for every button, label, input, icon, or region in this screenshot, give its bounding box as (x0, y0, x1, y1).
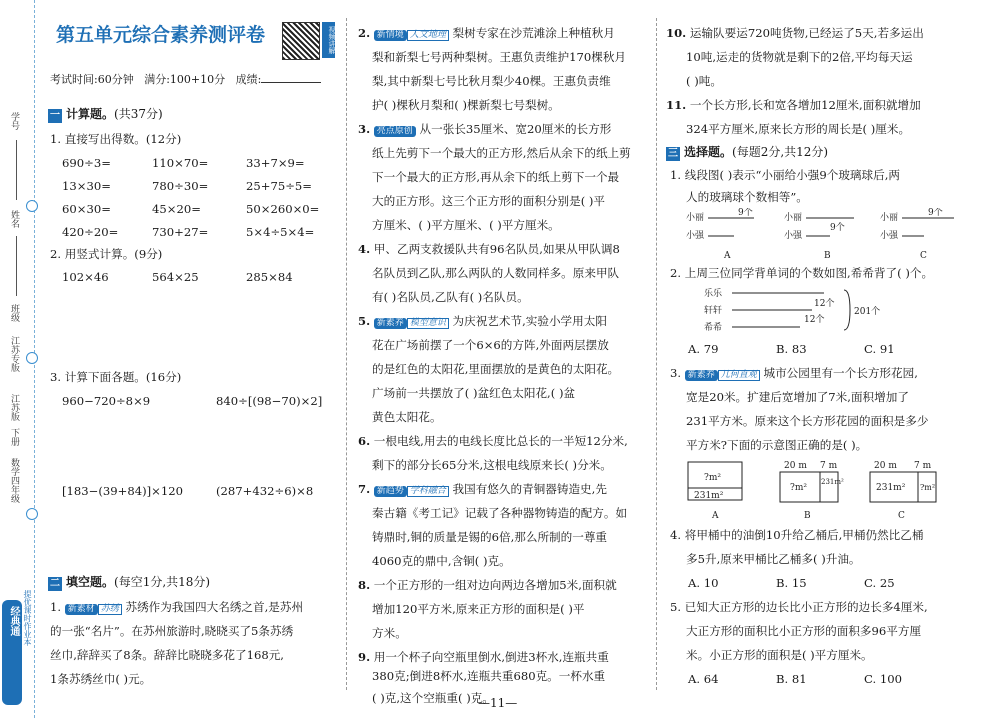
version-label: 江苏版 (9, 394, 19, 421)
question-text: 秦古籍《考工记》记载了各种器物铸造的配方。如 (372, 506, 628, 520)
section-points: (每空1分,共18分) (114, 575, 211, 589)
calc-item: 780÷30= (152, 179, 209, 193)
tag-badge: 新素养 (374, 318, 407, 329)
question-label: 2. 用竖式计算。(9分) (50, 247, 163, 261)
label-xiaoqiang: 小强 (880, 231, 899, 241)
label-area: 231m² (876, 483, 906, 493)
question-text: 下一个最大的正方形,再从余下的纸上剪下一个最 (372, 170, 620, 184)
column-divider (656, 18, 657, 690)
question-text: 方厘米、( )平方厘米、( )平方厘米。 (372, 218, 560, 232)
calc-item: 33+7×9= (246, 156, 305, 170)
volume-label: 下册 (9, 428, 19, 446)
option-b-label: B (804, 511, 811, 521)
question-text: 的一张“名片”。在苏州旅游时,晓晓买了5条苏绣 (50, 624, 294, 638)
label-xiaoqiang: 小强 (686, 231, 705, 241)
question-text: 大正方形的面积比小正方形的面积多96平方厘 (686, 624, 922, 638)
question-text: 我国有悠久的青铜器铸造史,先 (452, 482, 607, 496)
label-nine: 9个 (738, 208, 753, 218)
write-line (16, 236, 17, 296)
label-unknown: ?m² (790, 483, 807, 493)
question-text: 梨和新梨七号两种梨树。王惠负责维护170棵秋月 (372, 50, 627, 64)
label-total: 201个 (854, 307, 881, 317)
question-text: 名队员到乙队,那么两队的人数同样多。原来甲队 (372, 266, 620, 280)
line-diagram-options (684, 208, 974, 262)
calc-item: 960−720÷8×9 (62, 394, 151, 408)
option-b[interactable]: B. 81 (776, 672, 807, 686)
calc-item: 13×30= (62, 179, 111, 193)
calc-item: 285×84 (246, 270, 293, 284)
page-number: —11— (478, 696, 518, 710)
question-number: 4. (358, 242, 371, 256)
section-number: 二 (50, 578, 60, 589)
question-text: 231平方米。原来这个长方形花园的面积是多少 (686, 414, 929, 428)
column-divider (346, 18, 347, 690)
question-number: 9. (358, 650, 371, 664)
question-number: 2. (358, 26, 371, 40)
question-text: 护( )棵秋月梨和( )棵新梨七号梨树。 (372, 98, 560, 112)
question-label: 3. 计算下面各题。(16分) (50, 370, 182, 384)
option-c[interactable]: C. 25 (864, 576, 895, 590)
label-xiaoli: 小丽 (880, 213, 899, 223)
write-line (16, 140, 17, 200)
option-b-label: B (824, 251, 831, 261)
label-twelve: 12个 (814, 299, 835, 309)
punch-hole (26, 508, 38, 520)
question-text: 从一张长35厘米、宽20厘米的长方形 (419, 122, 612, 136)
question-number: 7. (358, 482, 371, 496)
question-text: 1条苏绣丝巾( )元。 (50, 672, 152, 686)
brace (844, 290, 850, 330)
question-text: 一个正方形的一组对边向两边各增加5米,面积就 (373, 578, 617, 592)
question-text: 5. 已知大正方形的边长比小正方形的边长多4厘米, (670, 600, 928, 614)
student-id-label: 学号 (9, 112, 19, 130)
question-text: 剩下的部分长65分米,这根电线原来长( )分米。 (372, 458, 612, 472)
option-a-label: A (712, 511, 719, 521)
calc-item: 50×260×0= (246, 202, 320, 216)
label-unknown: ?m² (920, 483, 936, 492)
question-text: ( )克,这个空瓶重( )克。 (372, 691, 494, 705)
label-width-20: 20 m (784, 461, 807, 471)
option-c[interactable]: C. 100 (864, 672, 902, 686)
qr-code-icon[interactable] (282, 22, 320, 60)
calc-item: 110×70= (152, 156, 209, 170)
punch-hole (26, 200, 38, 212)
question-number: 6. (358, 434, 371, 448)
binding-strip (0, 0, 35, 718)
tag-badge: 新素材 (65, 604, 98, 615)
class-label: 班级 (9, 304, 19, 322)
question-text: 米。小正方形的面积是( )平方厘米。 (686, 648, 873, 662)
section-heading (666, 146, 828, 161)
label-xiaoqiang: 小强 (784, 231, 803, 241)
question-text: 梨,其中新梨七号比秋月梨少40棵。王惠负责维 (372, 74, 611, 88)
section-points: (每题2分,共12分) (732, 145, 829, 159)
label-xiaoli: 小丽 (686, 213, 705, 223)
page-title: 第五单元综合素养测评卷 (56, 24, 266, 46)
question-text: 有( )名队员,乙队有( )名队员。 (372, 290, 529, 304)
calc-item: 840÷[(98−70)×2] (216, 394, 323, 408)
question-text: 运输队要运720吨货物,已经运了5天,若多运出 (689, 26, 924, 40)
section-heading (48, 576, 210, 591)
question-text: 324平方厘米,原来长方形的周长是( )厘米。 (686, 122, 911, 136)
tag-label: 几何直观 (718, 370, 760, 381)
label-twelve: 12个 (804, 315, 825, 325)
calc-item: 730+27= (152, 225, 209, 239)
section-points: (共37分) (114, 107, 163, 121)
question-text: 增加120平方米,原来正方形的面积是( )平 (372, 602, 585, 616)
question-text: 广场前一共摆放了( )盆红色太阳花,( )盆 (372, 386, 576, 400)
label-width-7: 7 m (820, 461, 838, 471)
question-text: 纸上先剪下一个最大的正方形,然后从余下的纸上剪 (372, 146, 631, 160)
exam-time: 考试时间:60分钟 (50, 73, 134, 86)
question-text: 2. 上周三位同学背单词的个数如图,希希背了( )个。 (670, 266, 934, 280)
exam-info (50, 74, 321, 85)
question-text: 花在广场前摆了一个6×6的方阵,外面两层摆放 (372, 338, 609, 352)
calc-item: 564×25 (152, 270, 199, 284)
grade-label: 数学四年级 (9, 458, 19, 503)
question-text: 4060克的鼎中,含铜( )克。 (372, 554, 511, 568)
name-xixi: 希希 (704, 323, 723, 333)
question-text: 一根电线,用去的电线长度比总长的一半短12分米, (373, 434, 628, 448)
tag-label: 模型意识 (407, 318, 449, 329)
question-text: 甲、乙两支救援队共有96名队员,如果从甲队调8 (373, 242, 620, 256)
label-nine: 9个 (928, 208, 943, 218)
section-title: 填空题。 (66, 575, 115, 589)
label-xiaoli: 小丽 (784, 213, 803, 223)
label-nine: 9个 (830, 223, 845, 233)
option-a-label: A (724, 251, 731, 261)
question-number: 10. (666, 26, 687, 40)
option-b[interactable]: B. 83 (776, 342, 807, 356)
option-a[interactable]: A. 10 (688, 576, 719, 590)
question-text: 铸鼎时,铜的质量是锡的6倍,那么所制的一尊重 (372, 530, 608, 544)
tag-badge: 亮点原创 (374, 126, 416, 137)
section-title: 选择题。 (684, 145, 733, 159)
label-width-20: 20 m (874, 461, 897, 471)
column-1 (42, 0, 342, 700)
question-text: 4. 将甲桶中的油倒10升给乙桶后,甲桶仍然比乙桶 (670, 528, 924, 542)
question-text: 平方米?下面的示意图正确的是( )。 (686, 438, 868, 452)
option-a[interactable]: A. 64 (688, 672, 719, 686)
section-number: 三 (668, 148, 678, 159)
section-number: 一 (50, 110, 60, 121)
question-text: ( )吨。 (686, 74, 722, 88)
question-number: 11. (666, 98, 687, 112)
calc-item: 45×20= (152, 202, 201, 216)
question-label: 1. 直接写出得数。(12分) (50, 132, 182, 146)
option-a[interactable]: A. 79 (688, 342, 719, 356)
question-text: 为庆祝艺术节,实验小学用太阳 (452, 314, 607, 328)
name-xuanxuan: 轩轩 (704, 306, 723, 316)
question-text: 用一个杯子向空瓶里倒水,倒进3杯水,连瓶共重 (373, 650, 609, 664)
question-text: 苏绣作为我国四大名绣之首,是苏州 (125, 600, 304, 614)
brand-name: 经典通 (8, 606, 19, 636)
garden-diagram-options (684, 458, 974, 524)
tag-badge: 新素养 (685, 370, 718, 381)
column-3: 10. 运输队要运720吨货物,已经运了5天,若多运出 10吨,运走的货物就是剩下的2倍,平均每天运 ( )吨。 11. 一个长方形,长和宽各增加12厘米,面积就增加 324平方厘米,原来长方形的周长是( )厘米。 三 选择题。(每题2分,共12分) 1. 线段图( )表示“小丽给小强9个玻璃球后,两 人的玻璃球个数相等”。 小丽 小强 9个 A 小丽 小强 9个 B 小丽 小强 9个 C 2. 上周三位同学背单词的个数如图,希希背了( )个。 乐乐 轩轩 希希 12个 12个 201个 A. 79 B. 83 C. 91 3. 新素养 几何直观 城市公园里有一个长方形花园, 宽是20米。扩建后宽增加了7米,面积增加了 231平方米。原来这个长方形花园的面积是多少 平方米?下面的示意图正确的是( )。 ?m² 231m² A 20 m 7 m ?m² 231m² B 20 m 7 m 231m² ?m² C 4. 将甲桶中的油倒10升给乙桶后,甲桶仍然比乙桶 多5升,原来甲桶比乙桶多( )升油。 A. 10 B. 15 C. 25 5. 已知大正方形的边长比小正方形的边长多4厘米, 大正方形的面积比小正方形的面积多96平方厘 米。小正方形的面积是( )平方厘米。 A. 64 B. 81 C. 100 (664, 0, 984, 700)
question-text: 宽是20米。扩建后宽增加了7米,面积增加了 (686, 390, 909, 404)
calc-item: (287+432÷6)×8 (216, 484, 314, 498)
label-area: 231m² (694, 491, 724, 501)
edition-label: 江苏专版 (9, 336, 19, 372)
calc-item: 5×4÷5×4= (246, 225, 315, 239)
question-text: 的是红色的太阳花,里面摆放的是黄色的太阳花。 (372, 362, 620, 376)
question-number: 8. (358, 578, 371, 592)
tag-badge: 新情境 (374, 30, 407, 41)
tag-badge: 新趋势 (374, 486, 407, 497)
calc-item: 60×30= (62, 202, 111, 216)
question-text: 大的正方形。这三个正方形的面积分别是( )平 (372, 194, 606, 208)
question-text: 梨树专家在沙荒滩涂上种植秋月 (452, 26, 615, 40)
calc-item: 690÷3= (62, 156, 111, 170)
option-b[interactable]: B. 15 (776, 576, 807, 590)
name-lele: 乐乐 (704, 289, 723, 299)
calc-item: 420÷20= (62, 225, 119, 239)
question-number: 5. (358, 314, 371, 328)
calc-item: 102×46 (62, 270, 109, 284)
tag-label: 人文地理 (407, 30, 449, 41)
word-count-diagram (704, 286, 904, 338)
question-text: 丝巾,辞辞买了8条。辞辞比晓晓多花了168元, (50, 648, 284, 662)
question-text: 城市公园里有一个长方形花园, (763, 366, 918, 380)
tag-label: 苏绣 (98, 604, 122, 615)
question-text: 多5升,原来甲桶比乙桶多( )升油。 (686, 552, 861, 566)
section-title: 计算题。 (66, 107, 115, 121)
label-width-7: 7 m (914, 461, 932, 471)
punch-hole (26, 352, 38, 364)
rect-b-ext (820, 472, 838, 502)
brand-subtitle: 提优课时作业本 (23, 590, 32, 646)
video-tag: 视频讲解 (322, 22, 335, 58)
question-text: 人的玻璃球个数相等”。 (686, 190, 808, 204)
calc-item: 25+75÷5= (246, 179, 313, 193)
name-label: 姓名 (9, 210, 19, 228)
column-2 (354, 0, 652, 700)
label-area: 231m² (821, 478, 844, 486)
calc-item: [183−(39+84)]×120 (62, 484, 183, 498)
result-label: 成绩: (235, 73, 262, 86)
label-unknown: ?m² (704, 473, 721, 483)
question-text: 1. 线段图( )表示“小丽给小强9个玻璃球后,两 (670, 168, 900, 182)
question-line: 1. 新素材 苏绣 苏绣作为我国四大名绣之首,是苏州 (50, 600, 304, 614)
question-text: 10吨,运走的货物就是剩下的2倍,平均每天运 (686, 50, 913, 64)
section-heading (48, 108, 163, 123)
result-blank[interactable] (261, 82, 321, 83)
question-text: 380克;倒进8杯水,连瓶共重680克。一杯水重 (372, 669, 606, 683)
exam-score: 满分:100+10分 (144, 73, 226, 86)
question-text: 黄色太阳花。 (372, 410, 442, 424)
question-text: 方米。 (372, 626, 407, 640)
option-c-label: C (898, 511, 905, 521)
option-c[interactable]: C. 91 (864, 342, 895, 356)
question-text: 一个长方形,长和宽各增加12厘米,面积就增加 (689, 98, 921, 112)
question-number: 3. (358, 122, 371, 136)
option-c-label: C (920, 251, 927, 261)
tag-label: 学科融合 (407, 486, 449, 497)
